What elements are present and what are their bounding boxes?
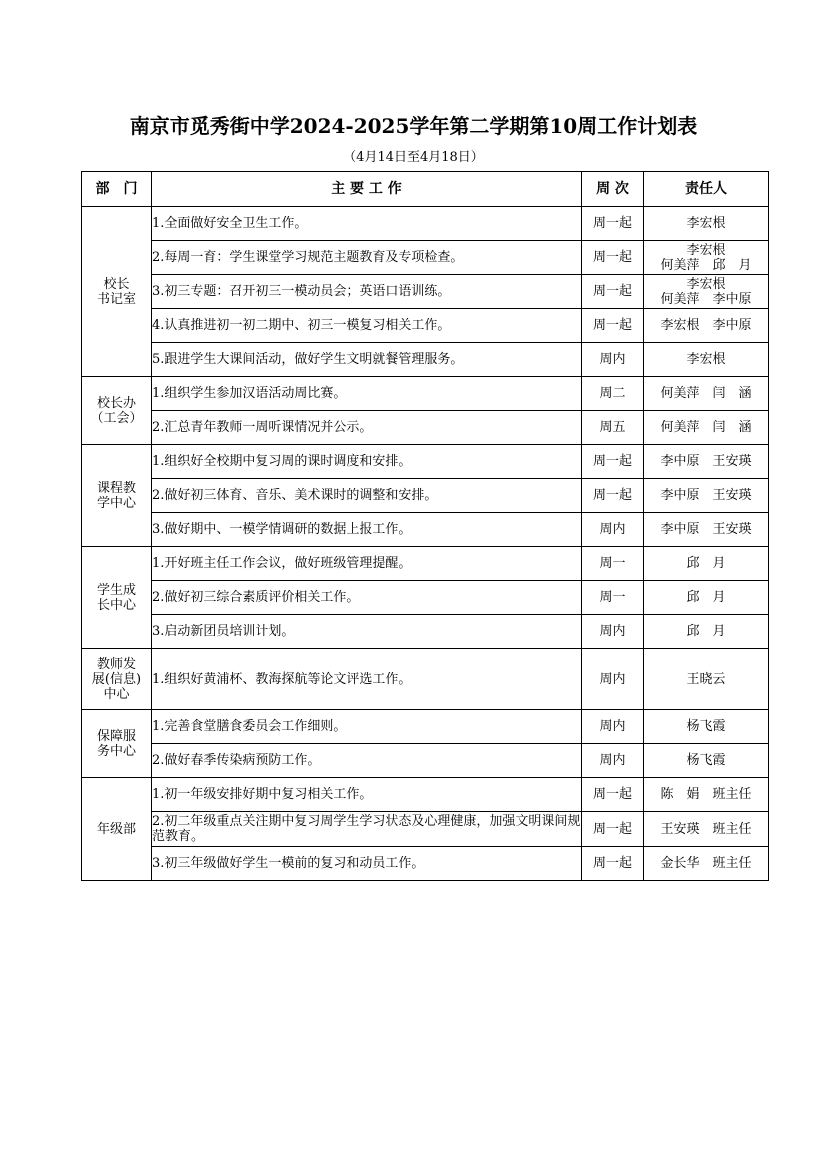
department-name-line: 校长 [103,276,130,292]
table-row [82,710,769,744]
table-body [82,207,769,881]
responsible-person: 何美萍 闫 涵 [660,386,752,401]
responsible-person: 金长华 班主任 [660,856,752,871]
week-cell: 周一起 [582,812,644,847]
table-row [82,343,769,377]
responsible-person: 邱 月 [686,590,726,605]
work-item: 5.跟进学生大课间活动，做好学生文明就餐管理服务。 [152,343,582,377]
department-name-line: 务中心 [96,743,136,759]
page-title: 南京市觅秀街中学2024-2025学年第二学期第10周工作计划表 [129,114,698,138]
department-cell [82,377,152,445]
table-row [82,207,769,241]
responsible-person: 李宏根 [686,216,726,231]
header-resp: 责任人 [644,172,769,207]
department-cell [82,445,152,547]
week-cell: 周一起 [582,445,644,479]
table-row [82,275,769,309]
week-cell: 周内 [582,744,644,778]
week-cell: 周一起 [582,778,644,812]
week-cell: 周一 [582,547,644,581]
table-row [82,513,769,547]
responsible-person: 何美萍 邱 月 [660,257,752,273]
responsible-cell [644,649,769,710]
responsible-cell [644,479,769,513]
work-item: 2.汇总青年教师一周听课情况并公示。 [152,411,582,445]
responsible-cell [644,411,769,445]
work-item: 2.做好春季传染病预防工作。 [152,744,582,778]
responsible-person: 李宏根 [686,242,726,258]
responsible-cell [644,710,769,744]
header-week: 周 次 [582,172,644,207]
responsible-cell [644,241,769,275]
department-name-line: 书记室 [96,291,136,307]
department-name-line: 学生成 [96,582,136,598]
week-cell: 周一起 [582,241,644,275]
responsible-cell [644,847,769,881]
work-item: 2.初二年级重点关注期中复习周学生学习状态及心理健康，加强文明课间规范教育。 [152,812,582,847]
table-row [82,479,769,513]
work-item: 1.开好班主任工作会议，做好班级管理提醒。 [152,547,582,581]
week-cell: 周一起 [582,275,644,309]
department-name-line: 中心 [103,686,130,702]
work-item: 1.组织好黄浦杯、教海探航等论文评选工作。 [152,649,582,710]
responsible-cell [644,309,769,343]
work-item: 2.做好初三综合素质评价相关工作。 [152,581,582,615]
date-range: （4月14日至4月18日） [343,150,484,165]
department-name-line: 年级部 [96,821,136,837]
work-item: 3.初三专题：召开初三一模动员会；英语口语训练。 [152,275,582,309]
department-cell [82,649,152,710]
responsible-person: 李宏根 [686,276,726,292]
week-cell: 周内 [582,513,644,547]
week-cell: 周二 [582,377,644,411]
responsible-cell [644,343,769,377]
responsible-cell [644,275,769,309]
header-work: 主 要 工 作 [152,172,582,207]
table-row [82,649,769,710]
table-row [82,241,769,275]
responsible-cell [644,207,769,241]
responsible-cell [644,778,769,812]
week-cell: 周内 [582,343,644,377]
week-cell: 周一起 [582,847,644,881]
department-name-line: （工会） [90,410,143,426]
work-item: 3.做好期中、一模学情调研的数据上报工作。 [152,513,582,547]
department-name-line: 课程教 [96,480,136,496]
table-row [82,812,769,847]
responsible-person: 杨飞霞 [686,719,726,734]
department-cell [82,547,152,649]
responsible-person: 王安瑛 班主任 [660,821,752,837]
responsible-person: 李宏根 李中原 [660,318,752,333]
responsible-person: 杨飞霞 [686,753,726,768]
responsible-person: 李宏根 [686,352,726,367]
table-row [82,615,769,649]
responsible-person: 李中原 王安瑛 [660,454,752,469]
responsible-person: 何美萍 李中原 [660,291,752,307]
responsible-cell [644,744,769,778]
responsible-cell [644,377,769,411]
department-name-line: 保障服 [96,728,136,744]
header-dept: 部 门 [82,172,152,207]
work-item: 1.全面做好安全卫生工作。 [152,207,582,241]
responsible-person: 王晓云 [686,671,726,687]
responsible-cell [644,547,769,581]
department-name-line: 学中心 [96,495,136,511]
table-row [82,581,769,615]
table-row [82,547,769,581]
week-cell: 周内 [582,649,644,710]
work-item: 1.完善食堂膳食委员会工作细则。 [152,710,582,744]
header-row [82,172,769,207]
responsible-person: 何美萍 闫 涵 [660,420,752,435]
work-item: 3.启动新团员培训计划。 [152,615,582,649]
responsible-person: 李中原 王安瑛 [660,488,752,503]
week-cell: 周一起 [582,309,644,343]
week-cell: 周五 [582,411,644,445]
responsible-cell [644,812,769,847]
work-item: 2.做好初三体育、音乐、美术课时的调整和安排。 [152,479,582,513]
work-item: 2.每周一育：学生课堂学习规范主题教育及专项检查。 [152,241,582,275]
work-item: 4.认真推进初一初二期中、初三一模复习相关工作。 [152,309,582,343]
responsible-cell [644,615,769,649]
table-row [82,744,769,778]
responsible-person: 李中原 王安瑛 [660,522,752,537]
work-item: 1.组织学生参加汉语活动周比赛。 [152,377,582,411]
department-cell [82,207,152,377]
table-row [82,309,769,343]
week-cell: 周内 [582,615,644,649]
department-name-line: 长中心 [96,597,136,613]
table-row [82,411,769,445]
work-item: 3.初三年级做好学生一模前的复习和动员工作。 [152,847,582,881]
responsible-person: 陈 娟 班主任 [660,787,752,802]
week-cell: 周内 [582,710,644,744]
table-row [82,778,769,812]
department-cell [82,778,152,881]
table-row [82,445,769,479]
department-name-line: 校长办 [96,395,136,411]
week-cell: 周一起 [582,479,644,513]
work-item: 1.初一年级安排好期中复习相关工作。 [152,778,582,812]
department-cell [82,710,152,778]
department-name-line: 展(信息) [91,671,142,687]
responsible-cell [644,445,769,479]
table-row [82,847,769,881]
responsible-cell [644,581,769,615]
work-item: 1.组织好全校期中复习周的课时调度和安排。 [152,445,582,479]
week-cell: 周一 [582,581,644,615]
department-name-line: 教师发 [96,656,136,672]
responsible-cell [644,513,769,547]
work-plan-table [81,171,769,881]
week-cell: 周一起 [582,207,644,241]
responsible-person: 邱 月 [686,624,726,639]
responsible-person: 邱 月 [686,556,726,571]
table-row [82,377,769,411]
